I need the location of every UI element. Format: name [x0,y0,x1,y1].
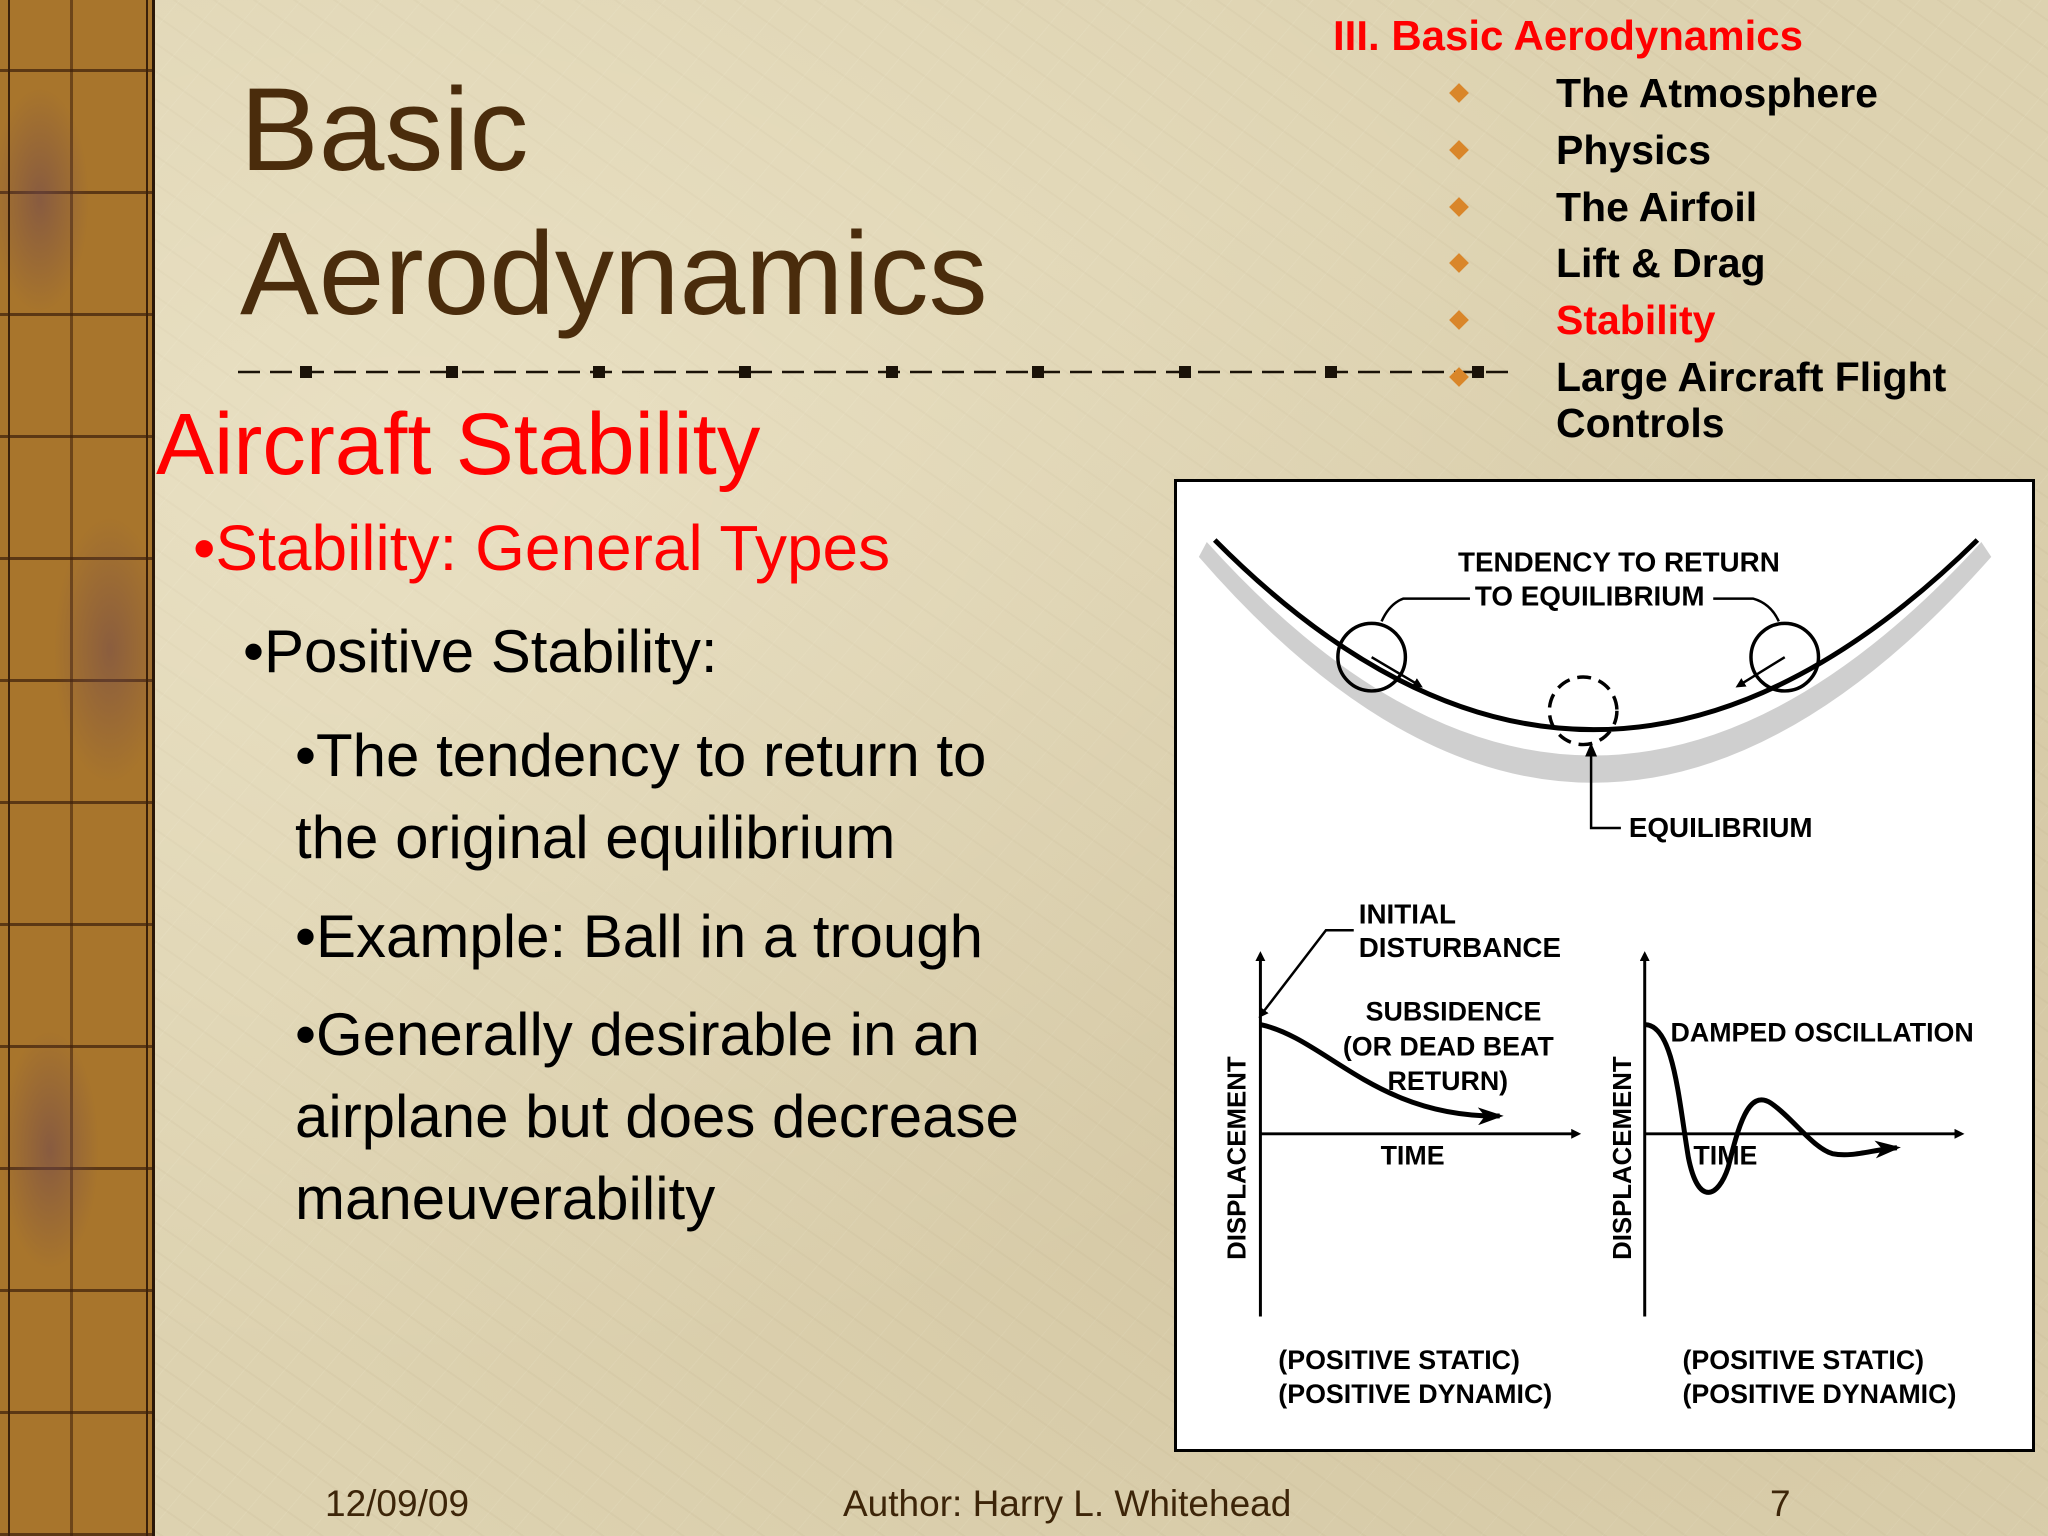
trough-shading [1199,542,1991,783]
label-equilibrium: EQUILIBRIUM [1628,811,1813,843]
outline-item: Physics [1556,127,1711,173]
left-curve-label-1: SUBSIDENCE [1365,996,1542,1027]
footer-author: Author: Harry L. Whitehead [843,1483,1292,1524]
right-caption-1: (POSITIVE STATIC) [1682,1345,1925,1376]
outline-item: Lift & Drag [1556,240,1766,286]
bullet-diamond-icon [1449,197,1469,217]
label-initial-2: DISTURBANCE [1358,932,1562,964]
outline-title: III. Basic Aerodynamics [1333,12,1803,59]
bullet-level-3-item [295,896,983,978]
footer-date: 12/09/09 [325,1483,470,1524]
dashed-divider [238,366,1508,378]
bullet-level-2: •Positive Stability: [243,618,718,685]
right-caption-2: (POSITIVE DYNAMIC) [1682,1378,1957,1409]
leader-initial [1260,930,1353,1015]
outline-item: The Atmosphere [1556,70,1878,116]
left-curve-label-3: RETURN) [1387,1066,1509,1097]
right-x-label: TIME [1693,1140,1758,1171]
bullet-level-1: •Stability: General Types [193,512,891,584]
ball-equilibrium [1549,677,1617,745]
outline-item [1556,354,1946,446]
bullet-level-3-item [295,994,1019,1240]
left-y-label: DISPLACEMENT [1223,1056,1252,1260]
title-line-1: Basic [240,64,529,196]
damped-oscillation-curve [1645,1025,1897,1193]
section-heading: Aircraft Stability [156,396,761,493]
stability-diagram [1174,479,2035,1452]
bullet-diamond-icon [1449,253,1469,273]
label-initial-1: INITIAL [1358,898,1457,930]
bullet-line: •The tendency to return to [295,722,987,789]
bullet-line: maneuverability [295,1165,716,1232]
outline-item-line: Large Aircraft Flight [1556,354,1947,400]
bullet-level-3-item [295,715,986,879]
outline-item: The Airfoil [1556,184,1758,230]
slide-title [240,58,988,346]
label-tendency-2: TO EQUILIBRIUM [1474,580,1705,612]
right-curve-label: DAMPED OSCILLATION [1670,1017,1974,1048]
left-curve-label-2: (OR DEAD BEAT [1342,1031,1554,1062]
title-line-2: Aerodynamics [240,208,988,340]
leader-tendency-right [1713,599,1779,622]
bullet-line: the original equilibrium [295,804,896,871]
bullet-line: •Generally desirable in an [295,1001,980,1068]
leader-tendency-left [1382,599,1470,622]
outline-item-line: Controls [1556,400,1725,446]
bullet-diamond-icon [1449,83,1469,103]
right-y-label: DISPLACEMENT [1608,1056,1637,1260]
outline-item-active: Stability [1556,297,1716,343]
decorative-side-strip [0,0,155,1536]
bullet-line: airplane but does decrease [295,1083,1019,1150]
bullet-diamond-icon [1449,140,1469,160]
footer-page-number: 7 [1770,1483,1791,1524]
bullet-diamond-icon [1449,310,1469,330]
left-caption-1: (POSITIVE STATIC) [1278,1345,1520,1376]
bullet-line: •Example: Ball in a trough [295,903,984,970]
left-caption-2: (POSITIVE DYNAMIC) [1278,1378,1553,1409]
label-tendency-1: TENDENCY TO RETURN [1458,546,1780,578]
left-x-label: TIME [1380,1140,1445,1171]
